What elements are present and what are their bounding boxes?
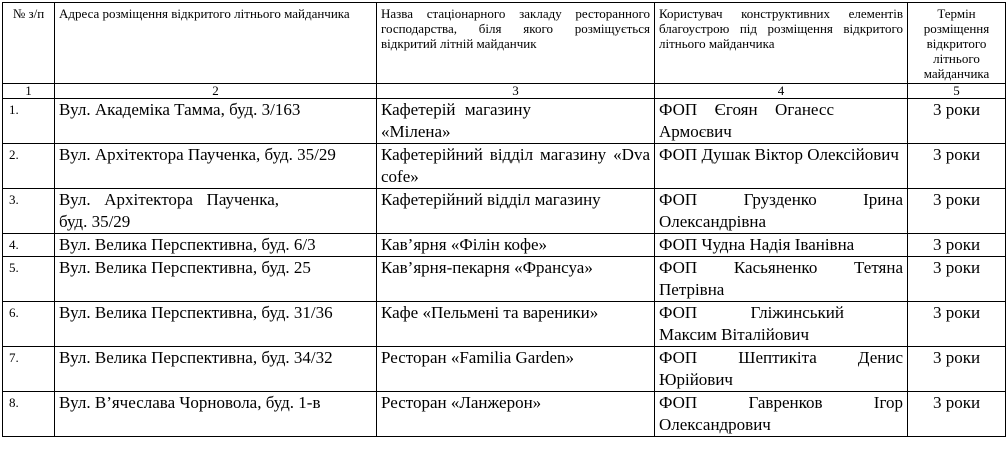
address-text: Вул. Архітектора Паученка, буд. 35/29 xyxy=(59,145,336,164)
row-number: 4. xyxy=(3,234,55,257)
user-cell xyxy=(655,189,908,234)
address-cell xyxy=(55,99,377,144)
term-cell: 3 роки xyxy=(908,234,1006,257)
user-text: ФОП Гавренков Ігор Олександрович xyxy=(659,393,903,434)
user-cell xyxy=(655,99,908,144)
address-cell xyxy=(55,257,377,302)
venue-cell xyxy=(377,257,655,302)
user-text: ФОП Чудна Надія Іванівна xyxy=(659,235,855,254)
table-row xyxy=(3,189,1006,234)
venue-cell xyxy=(377,302,655,347)
row-number: 8. xyxy=(3,392,55,437)
table-row xyxy=(3,144,1006,189)
header-address: Адреса розміщення відкритого літнього майданчика xyxy=(55,3,377,84)
venue-cell xyxy=(377,189,655,234)
header-term: Термін розміщення відкритого літнього майданчика xyxy=(908,3,1006,84)
header-num: № з/п xyxy=(3,3,55,84)
venue-text: Ресторан «Ланжерон» xyxy=(381,393,542,412)
table-row xyxy=(3,302,1006,347)
address-text: Вул. Велика Перспективна, буд. 25 xyxy=(59,258,311,277)
address-cell xyxy=(55,347,377,392)
column-index: 3 xyxy=(377,84,655,99)
user-cell xyxy=(655,347,908,392)
table-row xyxy=(3,392,1006,437)
address-text: Вул. В’ячеслава Чорновола, буд. 1-в xyxy=(59,393,321,412)
column-index: 4 xyxy=(655,84,908,99)
table-row xyxy=(3,99,1006,144)
term-cell: 3 роки xyxy=(908,392,1006,437)
row-number: 3. xyxy=(3,189,55,234)
summer-terrace-table xyxy=(2,2,1006,437)
column-index: 5 xyxy=(908,84,1006,99)
table-row xyxy=(3,347,1006,392)
venue-cell xyxy=(377,144,655,189)
term-cell: 3 роки xyxy=(908,144,1006,189)
header-venue: Назва стаціонарного закладу ресторанного господарства, біля якого розміщується відкритий літній майданчик xyxy=(377,3,655,84)
term-cell: 3 роки xyxy=(908,257,1006,302)
column-index: 2 xyxy=(55,84,377,99)
table-row xyxy=(3,257,1006,302)
venue-text: Кафетерійний відділ магазину «Dva cofe» xyxy=(381,145,650,186)
user-text: ФОП Єгоян Оганесс Армоєвич xyxy=(659,100,834,141)
user-text: ФОП Шептикіта Денис Юрійович xyxy=(659,348,903,389)
term-cell: 3 роки xyxy=(908,302,1006,347)
term-cell: 3 роки xyxy=(908,189,1006,234)
venue-text: Кафе «Пельмені та вареники» xyxy=(381,303,599,322)
address-text: Вул. Архітектора Паученка, буд. 35/29 xyxy=(59,190,279,231)
column-index: 1 xyxy=(3,84,55,99)
user-cell xyxy=(655,144,908,189)
header-row xyxy=(3,3,1006,84)
venue-cell xyxy=(377,234,655,257)
user-cell xyxy=(655,392,908,437)
user-cell xyxy=(655,257,908,302)
row-number: 6. xyxy=(3,302,55,347)
address-cell xyxy=(55,189,377,234)
venue-text: Кав’ярня «Філін кофе» xyxy=(381,235,547,254)
venue-cell xyxy=(377,392,655,437)
address-cell xyxy=(55,234,377,257)
term-cell: 3 роки xyxy=(908,347,1006,392)
user-cell xyxy=(655,302,908,347)
venue-text: Ресторан «Familia Garden» xyxy=(381,348,575,367)
row-number: 1. xyxy=(3,99,55,144)
table-row xyxy=(3,234,1006,257)
venue-cell xyxy=(377,99,655,144)
user-text: ФОП Гліжинський Максим Віталійович xyxy=(659,303,844,344)
venue-text: Кафетерій магазину «Мілена» xyxy=(381,100,531,141)
user-text: ФОП Касьяненко Тетяна Петрівна xyxy=(659,258,903,299)
term-cell: 3 роки xyxy=(908,99,1006,144)
venue-cell xyxy=(377,347,655,392)
address-text: Вул. Академіка Тамма, буд. 3/163 xyxy=(59,100,301,119)
header-user: Користувач конструктивних елементів благоустрою під розміщення відкритого літнього майданчика xyxy=(655,3,908,84)
venue-text: Кав’ярня-пекарня «Франсуа» xyxy=(381,258,593,277)
user-text: ФОП Душак Віктор Олексійович xyxy=(659,145,899,164)
user-cell xyxy=(655,234,908,257)
user-text: ФОП Грузденко Ірина Олександрівна xyxy=(659,190,903,231)
address-text: Вул. Велика Перспективна, буд. 6/3 xyxy=(59,235,316,254)
address-cell xyxy=(55,302,377,347)
row-number: 2. xyxy=(3,144,55,189)
venue-text: Кафетерійний відділ магазину xyxy=(381,190,601,209)
address-text: Вул. Велика Перспективна, буд. 31/36 xyxy=(59,303,333,322)
address-cell xyxy=(55,144,377,189)
row-number: 5. xyxy=(3,257,55,302)
column-index-row xyxy=(3,84,1006,99)
address-cell xyxy=(55,392,377,437)
address-text: Вул. Велика Перспективна, буд. 34/32 xyxy=(59,348,333,367)
row-number: 7. xyxy=(3,347,55,392)
